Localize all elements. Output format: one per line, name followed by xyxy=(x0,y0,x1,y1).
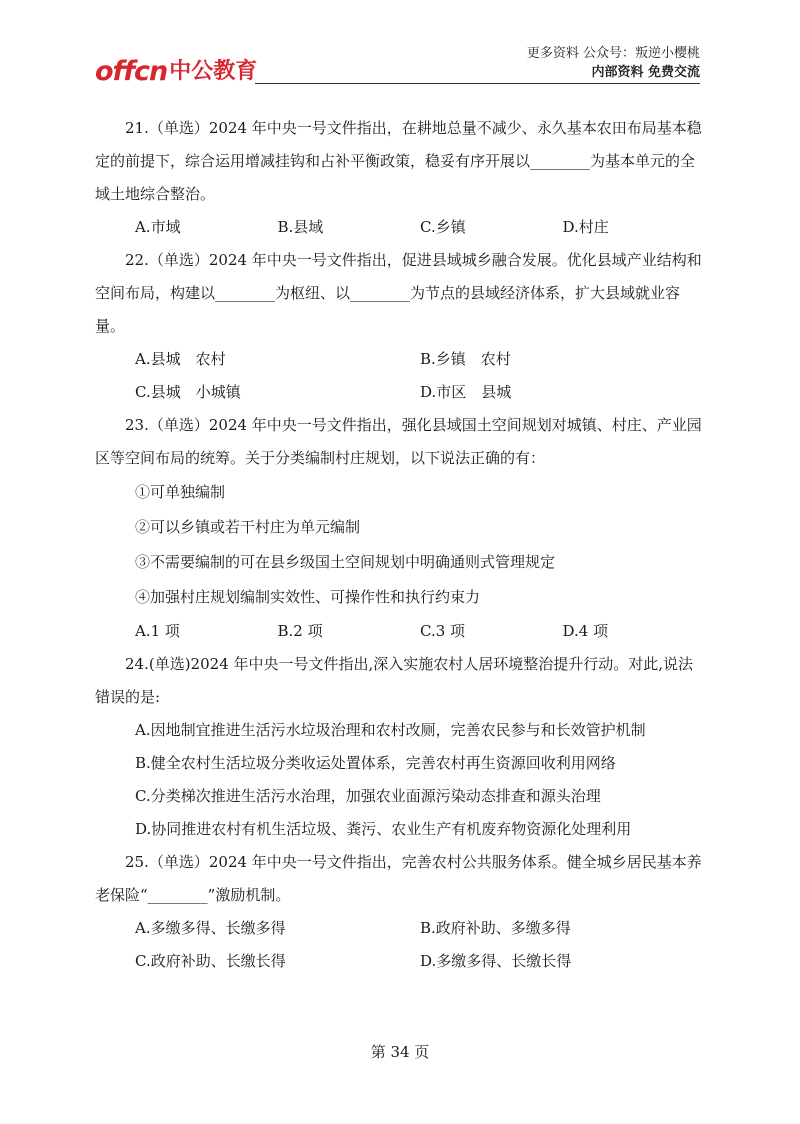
option-b: B.乡镇 农村 xyxy=(420,350,511,368)
statement-3: ③不需要编制的可在县乡级国土空间规划中明确通则式管理规定 xyxy=(135,553,556,571)
option-a: A.多缴多得、长缴多得 xyxy=(135,919,286,937)
option-d: D.协同推进农村有机生活垃圾、粪污、农业生产有机废弃物资源化处理利用 xyxy=(135,820,632,838)
question-22-options-row-1 xyxy=(95,343,705,376)
question-21-options xyxy=(95,211,705,244)
question-21-text: 21.（单选）2024 年中央一号文件指出，在耕地总量不减少、永久基本农田布局基本稳定的前提下，综合运用增减挂钩和占补平衡政策，稳妥有序开展以________为基本单元的全域土地综合整治。 xyxy=(95,119,702,203)
header-divider xyxy=(255,83,700,84)
question-23-options xyxy=(95,615,705,648)
option-b: B.县域 xyxy=(277,218,324,236)
option-a: A.县城 农村 xyxy=(135,350,226,368)
option-a: A.市域 xyxy=(135,218,181,236)
statement-1: ①可单独编制 xyxy=(135,483,226,501)
statement-2: ②可以乡镇或若干村庄为单元编制 xyxy=(135,518,361,536)
question-list xyxy=(95,112,705,978)
option-c: C.分类梯次推进生活污水治理，加强农业面源污染动态排查和源头治理 xyxy=(135,787,601,805)
statement-4: ④加强村庄规划编制实效性、可操作性和执行约束力 xyxy=(135,588,481,606)
page-header xyxy=(95,44,700,86)
option-b: B.政府补助、多缴多得 xyxy=(420,919,571,937)
question-24-text: 24.(单选)2024 年中央一号文件指出,深入实施农村人居环境整治提升行动。对此,说法错误的是: xyxy=(95,655,694,706)
option-a: A.1 项 xyxy=(135,622,180,640)
option-c: C.政府补助、长缴长得 xyxy=(135,952,286,970)
option-d: D.村庄 xyxy=(562,218,609,236)
option-d: D.多缴多得、长缴长得 xyxy=(420,952,572,970)
question-23-text: 23.（单选）2024 年中央一号文件指出，强化县域国土空间规划对城镇、村庄、产业园区等空间布局的统筹。关于分类编制村庄规划，以下说法正确的有： xyxy=(95,416,702,467)
question-25-options-row-1 xyxy=(95,912,705,945)
logo-text-en: offcn xyxy=(95,56,168,87)
question-25-text: 25.（单选）2024 年中央一号文件指出，完善农村公共服务体系。健全城乡居民基本养老保险“________”激励机制。 xyxy=(95,853,702,904)
offcn-logo xyxy=(95,56,258,87)
header-info xyxy=(527,44,700,82)
option-c: C.乡镇 xyxy=(420,218,466,236)
header-line-2: 内部资料 免费交流 xyxy=(591,65,700,80)
option-c: C.县城 小城镇 xyxy=(135,383,241,401)
option-b: B.健全农村生活垃圾分类收运处置体系，完善农村再生资源回收利用网络 xyxy=(135,754,616,772)
question-22-options-row-2 xyxy=(95,376,705,409)
logo-text-cn: 中公教育 xyxy=(169,59,258,84)
header-line-1: 更多资料 公众号：叛逆小樱桃 xyxy=(526,46,700,61)
option-d: D.4 项 xyxy=(562,622,609,640)
question-22-text: 22.（单选）2024 年中央一号文件指出，促进县域城乡融合发展。优化县域产业结构和空间布局，构建以________为枢纽、以________为节点的县域经济体系，扩大县域就业容量。 xyxy=(95,251,702,335)
option-d: D.市区 县城 xyxy=(420,383,512,401)
option-b: B.2 项 xyxy=(277,622,323,640)
option-c: C.3 项 xyxy=(420,622,466,640)
page-number: 第 34 页 xyxy=(370,1043,430,1061)
option-a: A.因地制宜推进生活污水垃圾治理和农村改厕，完善农民参与和长效管护机制 xyxy=(135,721,646,739)
question-25-options-row-2 xyxy=(95,945,705,978)
